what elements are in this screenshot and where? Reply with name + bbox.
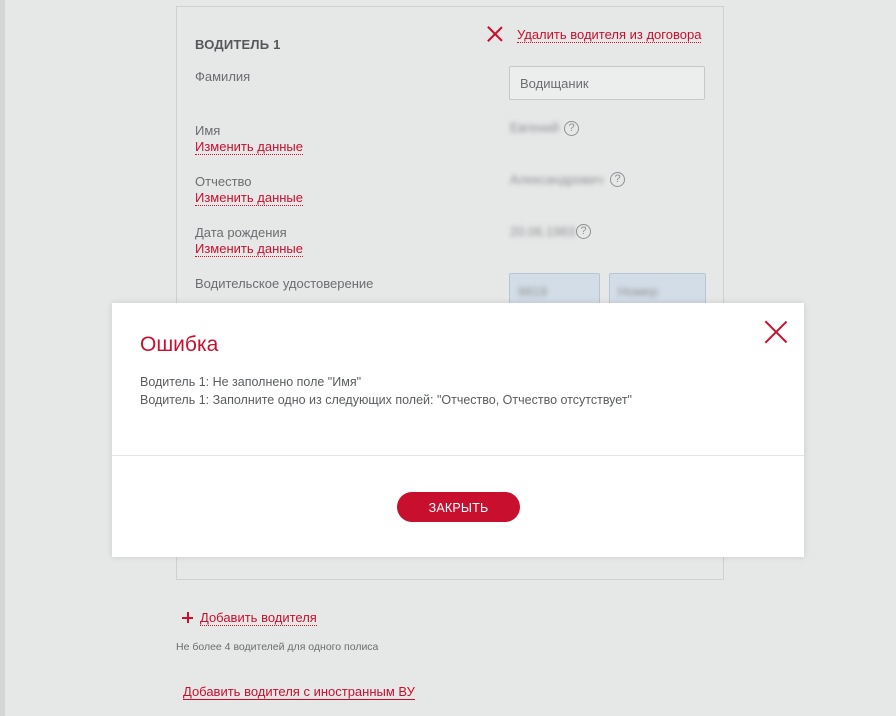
add-foreign-driver-link[interactable]: Добавить водителя с иностранным ВУ [183, 684, 415, 699]
license-number-value: Номер [618, 284, 659, 299]
left-edge-strip [0, 0, 5, 716]
birthdate-change-link[interactable]: Изменить данные [195, 241, 303, 256]
help-icon[interactable]: ? [610, 172, 625, 187]
license-label: Водительское удостоверение [195, 276, 374, 291]
close-icon[interactable] [765, 321, 787, 343]
remove-driver-link[interactable]: Удалить водителя из договора [517, 27, 702, 42]
add-driver-link[interactable]: Добавить водителя [200, 610, 317, 625]
close-button[interactable]: ЗАКРЫТЬ [397, 492, 520, 522]
patronymic-label: Отчество [195, 174, 252, 189]
driver-title: ВОДИТЕЛЬ 1 [195, 37, 281, 52]
name-label: Имя [195, 123, 221, 138]
drivers-limit-hint: Не более 4 водителей для одного полиса [176, 641, 379, 653]
close-icon[interactable] [487, 26, 503, 42]
license-series-value: 9919 [518, 284, 547, 299]
birthdate-label: Дата рождения [195, 225, 287, 240]
error-message: Водитель 1: Не заполнено поле "Имя" [140, 375, 362, 389]
patronymic-change-link[interactable]: Изменить данные [195, 190, 303, 205]
birthdate-value: 20.06.1983 [510, 224, 576, 239]
surname-input[interactable] [509, 66, 705, 100]
patronymic-value: Александрович [510, 172, 604, 187]
error-message: Водитель 1: Заполните одно из следующих полей: "Отчество, Отчество отсутствует" [140, 393, 632, 407]
name-change-link[interactable]: Изменить данные [195, 139, 303, 154]
modal-divider [112, 455, 804, 456]
plus-icon[interactable] [182, 612, 193, 623]
name-value: Евгений [510, 120, 559, 135]
error-modal [112, 303, 804, 557]
help-icon[interactable]: ? [576, 224, 591, 239]
modal-title: Ошибка [140, 333, 219, 356]
surname-label: Фамилия [195, 69, 251, 84]
help-icon[interactable]: ? [564, 121, 579, 136]
